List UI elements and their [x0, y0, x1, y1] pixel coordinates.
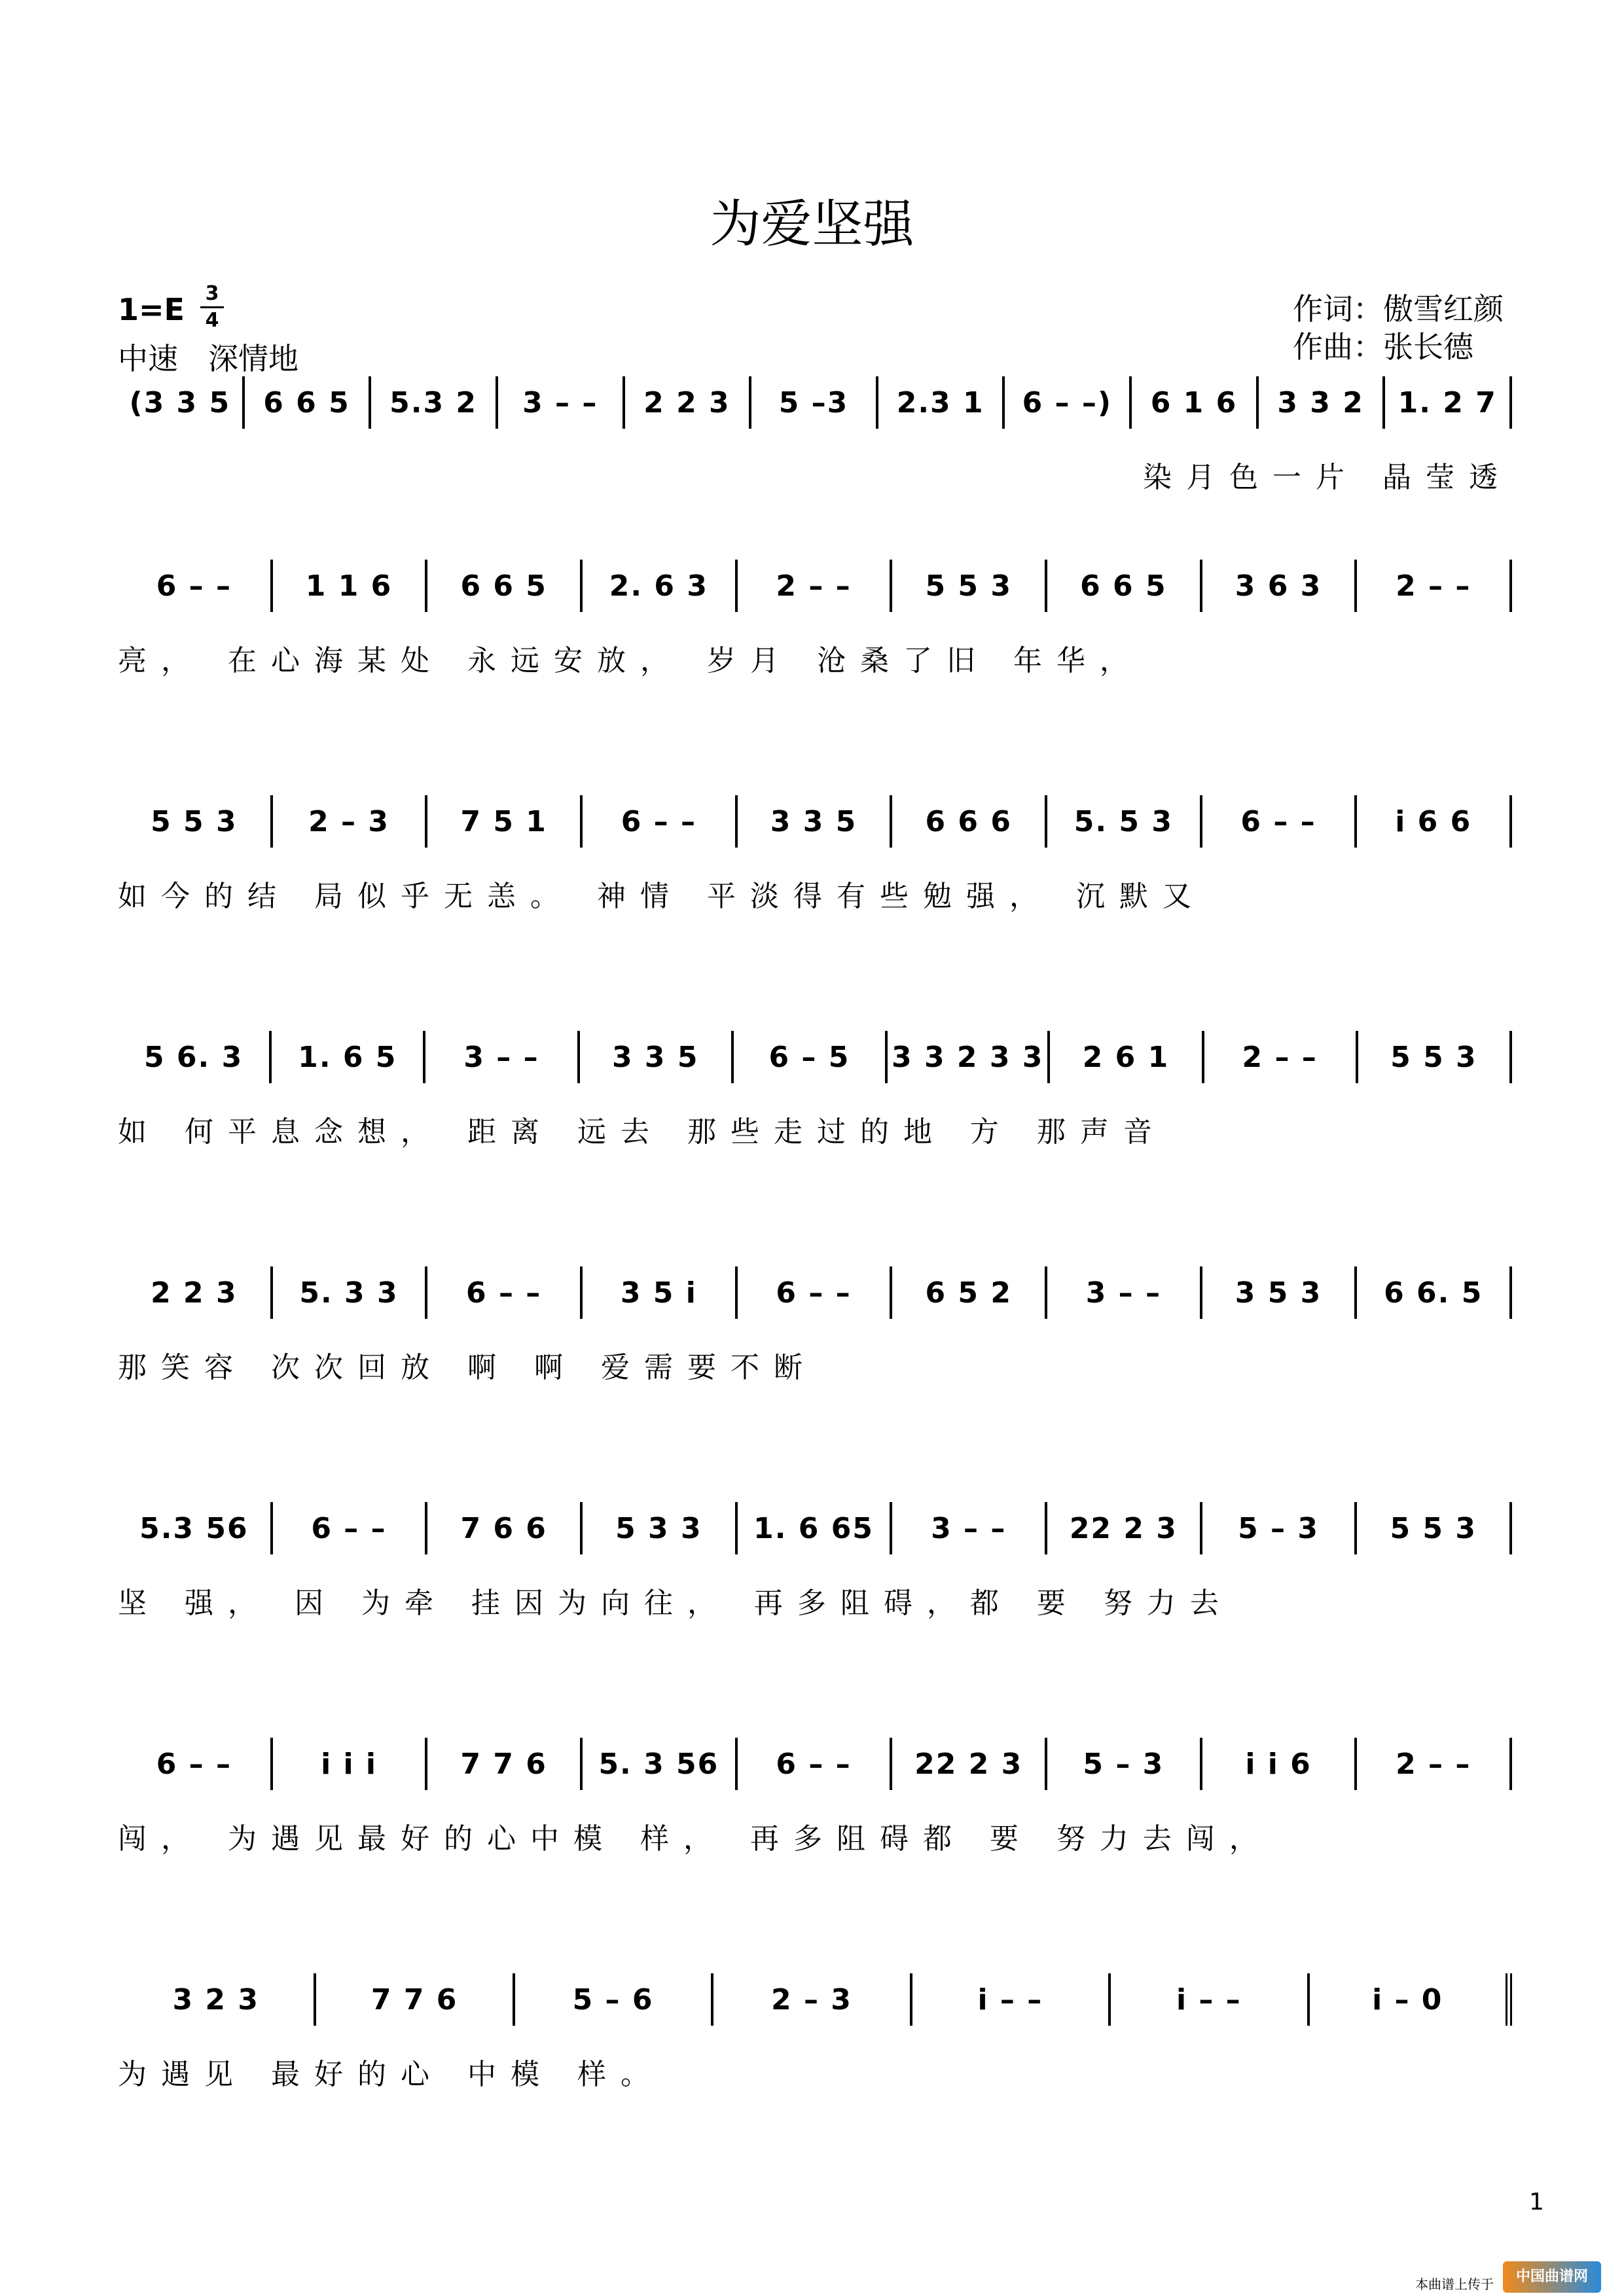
- measure: 2. 6 3: [583, 560, 738, 612]
- page-number: 1: [1529, 2189, 1544, 2215]
- measure: 6 6 5: [245, 376, 372, 429]
- measure: 1. 6 5: [272, 1031, 425, 1083]
- measure: 6 6 5: [1047, 560, 1202, 612]
- measure: i – –: [1111, 1973, 1309, 2026]
- measure: 5 5 3: [118, 795, 273, 848]
- measure: 5 6. 3: [118, 1031, 272, 1083]
- measure: 5 – 3: [1202, 1502, 1358, 1554]
- measure: 22 2 3: [1047, 1502, 1202, 1554]
- measure: 3 3 2 3 3: [888, 1031, 1050, 1083]
- site-logo: 中国曲谱网: [1503, 2261, 1601, 2293]
- notation-system: [118, 1031, 1512, 1175]
- measure: 7 6 6: [427, 1502, 583, 1554]
- measure: 7 7 6: [427, 1738, 583, 1790]
- notes-row: [118, 376, 1512, 429]
- notes-row: [118, 560, 1512, 612]
- notation-system: [118, 795, 1512, 939]
- measure: 6 – 5: [734, 1031, 888, 1083]
- notes-row: [118, 795, 1512, 848]
- measure: 6 – –: [118, 560, 273, 612]
- tempo-marking: 中速 深情地: [118, 341, 298, 376]
- measure: 3 3 5: [580, 1031, 734, 1083]
- measure: 1. 2 7: [1385, 376, 1512, 429]
- measure: 6 – –: [1202, 795, 1358, 848]
- time-signature: 3 4: [200, 283, 224, 332]
- lyrics-line: 那笑容 次次回放 啊 啊 爱需要不断: [118, 1351, 817, 1384]
- measure: 6 – –: [427, 1266, 583, 1319]
- measure: 5 5 3: [1358, 1031, 1512, 1083]
- notes-row: [118, 1502, 1512, 1554]
- measure: 5 – 3: [1047, 1738, 1202, 1790]
- measure: i i i: [273, 1738, 428, 1790]
- measure: 6 5 2: [892, 1266, 1047, 1319]
- measure: 3 6 3: [1202, 560, 1358, 612]
- measure: 5. 5 3: [1047, 795, 1202, 848]
- measure: 22 2 3: [892, 1738, 1047, 1790]
- measure: 5 – 6: [515, 1973, 713, 2026]
- lyrics-line: 闯， 为遇见最好的心中模 样， 再多阻碍都 要 努力去闯，: [118, 1822, 1272, 1856]
- notation-system: [118, 376, 1512, 520]
- measure: 5 –3: [751, 376, 878, 429]
- measure: i – –: [912, 1973, 1111, 2026]
- measure: 6 – –: [738, 1266, 893, 1319]
- measure: 3 3 5: [738, 795, 893, 848]
- measure: 2 – –: [1357, 560, 1512, 612]
- composer: 作曲：张长德: [1293, 329, 1473, 365]
- measure: 5 5 3: [1357, 1502, 1512, 1554]
- key-signature: 1=E: [118, 292, 185, 327]
- measure: 6 1 6: [1132, 376, 1259, 429]
- measure: 3 3 2: [1259, 376, 1386, 429]
- measure: 2 – –: [1357, 1738, 1512, 1790]
- measure: 3 5 3: [1202, 1266, 1358, 1319]
- measure: 7 5 1: [427, 795, 583, 848]
- measure: 5.3 56: [118, 1502, 273, 1554]
- measure: (3 3 5: [118, 376, 245, 429]
- measure: 3 – –: [1047, 1266, 1202, 1319]
- notes-row: [118, 1266, 1512, 1319]
- notation-system: [118, 1502, 1512, 1646]
- measure: 2 – 3: [713, 1973, 912, 2026]
- footer-note: 本曲谱上传于: [1415, 2276, 1494, 2292]
- measure: 2.3 1: [878, 376, 1005, 429]
- lyrics-line: 如 何平息念想， 距离 远去 那些走过的地 方 那声音: [118, 1115, 1166, 1149]
- measure: i i 6: [1202, 1738, 1358, 1790]
- measure: 6 – –: [273, 1502, 428, 1554]
- lyrics-line: 坚 强， 因 为牵 挂因为向往， 再多阻碍，都 要 努力去: [118, 1587, 1233, 1620]
- measure: 2 – –: [738, 560, 893, 612]
- measure: 2 2 3: [118, 1266, 273, 1319]
- measure: i 6 6: [1357, 795, 1512, 848]
- song-title: 为爱坚强: [710, 195, 914, 254]
- measure: 6 – –: [583, 795, 738, 848]
- measure: 3 – –: [892, 1502, 1047, 1554]
- measure: 6 6 5: [427, 560, 583, 612]
- lyrics-line: 亮， 在心海某处 永远安放， 岁月 沧桑了旧 年华，: [118, 644, 1143, 677]
- notes-row: [118, 1973, 1512, 2026]
- measure: 3 5 i: [583, 1266, 738, 1319]
- notation-system: [118, 1738, 1512, 1882]
- lyrics-line: 染月色一片 晶莹透: [1143, 461, 1512, 494]
- measure: 5. 3 3: [273, 1266, 428, 1319]
- measure: 3 – –: [498, 376, 625, 429]
- measure: 5 3 3: [583, 1502, 738, 1554]
- measure: 2 6 1: [1050, 1031, 1204, 1083]
- notation-system: [118, 560, 1512, 704]
- lyrics-line: 为遇见 最好的心 中模 样。: [118, 2058, 664, 2091]
- measure: 1 1 6: [273, 560, 428, 612]
- measure: 6 – –: [738, 1738, 893, 1790]
- measure: 5. 3 56: [583, 1738, 738, 1790]
- measure: 6 – –: [118, 1738, 273, 1790]
- measure: 3 2 3: [118, 1973, 316, 2026]
- measure: 6 6 6: [892, 795, 1047, 848]
- measure: 5.3 2: [371, 376, 498, 429]
- notes-row: [118, 1031, 1512, 1083]
- measure: 2 – 3: [273, 795, 428, 848]
- measure: i – 0: [1310, 1973, 1512, 2026]
- measure: 1. 6 65: [738, 1502, 893, 1554]
- measure: 3 – –: [425, 1031, 579, 1083]
- measure: 5 5 3: [892, 560, 1047, 612]
- measure: 2 2 3: [625, 376, 752, 429]
- measure: 2 – –: [1204, 1031, 1358, 1083]
- notation-system: [118, 1973, 1512, 2117]
- notation-system: [118, 1266, 1512, 1410]
- notes-row: [118, 1738, 1512, 1790]
- measure: 7 7 6: [316, 1973, 514, 2026]
- measure: 6 – –): [1005, 376, 1132, 429]
- measure: 6 6. 5: [1357, 1266, 1512, 1319]
- lyricist: 作词：傲雪红颜: [1293, 291, 1504, 327]
- lyrics-line: 如今的结 局似乎无恙。 神情 平淡得有些勉强， 沉默又: [118, 880, 1206, 913]
